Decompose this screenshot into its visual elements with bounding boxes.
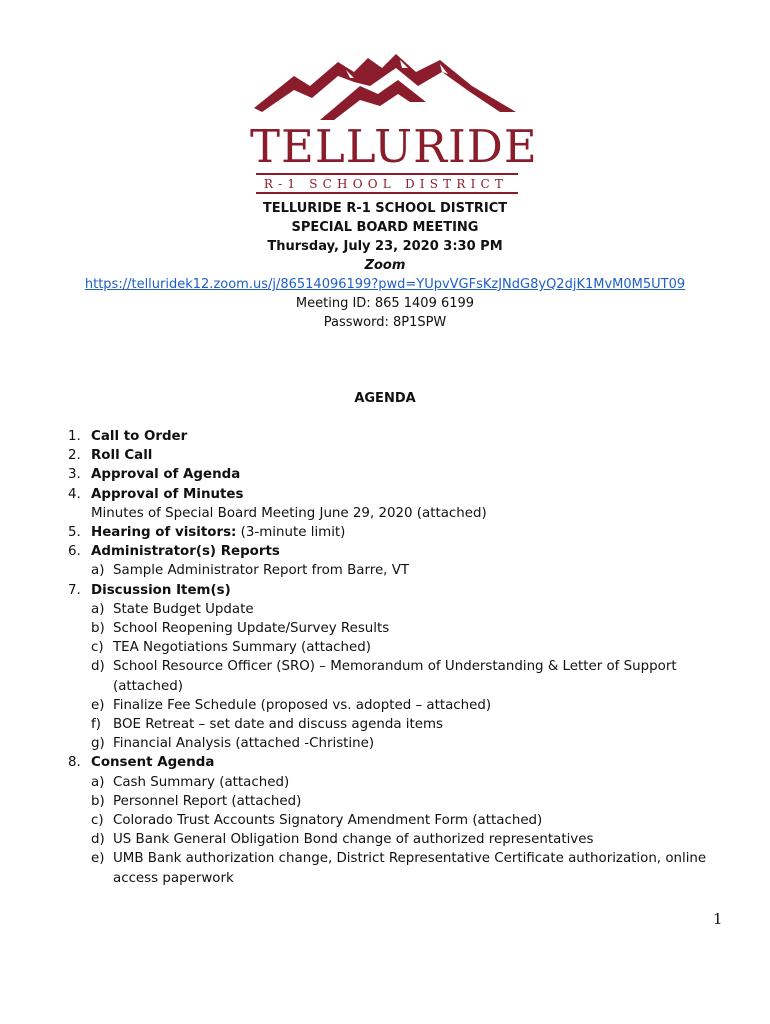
district-logo (250, 42, 538, 192)
agenda-subitem-letter: g) (91, 736, 105, 752)
agenda-subitem-letter: a) (91, 563, 105, 579)
agenda-subitem-letter: d) (91, 659, 105, 675)
agenda-subitem-letter: e) (91, 851, 105, 867)
meeting-datetime: Thursday, July 23, 2020 3:30 PM (267, 239, 503, 254)
agenda-item-title: Consent Agenda (91, 755, 215, 771)
agenda-subitem-letter: f) (91, 717, 101, 733)
meeting-type: SPECIAL BOARD MEETING (291, 220, 479, 235)
agenda-item-note: Minutes of Special Board Meeting June 29, 2020 (attached) (91, 505, 487, 521)
agenda-subitem (91, 657, 718, 695)
page-number: 1 (713, 910, 723, 928)
agenda-item-number: 7. (68, 582, 81, 598)
agenda-item-title: Approval of Agenda (91, 467, 241, 483)
agenda-item-number: 6. (68, 544, 81, 560)
agenda-subitem-text: Financial Analysis (attached -Christine) (113, 736, 375, 752)
agenda-item (68, 485, 718, 523)
agenda-subitem-text: BOE Retreat – set date and discuss agenda items (113, 717, 444, 733)
agenda-subitem (91, 811, 718, 830)
logo-divider-bottom (256, 192, 518, 194)
agenda-subitem-text: School Resource Officer (SRO) – Memorandum of Understanding & Letter of Support (attached) (113, 659, 677, 694)
agenda-subitem-letter: b) (91, 621, 105, 637)
agenda-subitem (91, 734, 718, 753)
agenda-subitem (91, 561, 718, 580)
agenda-subitem-text: UMB Bank authorization change, District Representative Certificate authorization, online access paperwork (113, 851, 707, 886)
meeting-platform: Zoom (364, 258, 406, 273)
agenda-subitem (91, 792, 718, 811)
agenda-subitem-text: TEA Negotiations Summary (attached) (113, 640, 371, 656)
agenda-item-suffix: (3-minute limit) (236, 525, 346, 541)
mountain-logo-icon (250, 42, 522, 122)
agenda-subitem-letter: d) (91, 832, 105, 848)
agenda-subitem (91, 638, 718, 657)
agenda-subitem (91, 600, 718, 619)
agenda-subitem-text: Finalize Fee Schedule (proposed vs. adopted – attached) (113, 697, 492, 713)
agenda-subitem-letter: c) (91, 813, 104, 829)
agenda-item-title: Discussion Item(s) (91, 582, 231, 598)
agenda-subitem (91, 830, 718, 849)
agenda-item-number: 8. (68, 755, 81, 771)
agenda-item-number: 3. (68, 467, 81, 483)
agenda-subitem (91, 773, 718, 792)
agenda-subitem-letter: a) (91, 601, 105, 617)
agenda-subitem-text: Colorado Trust Accounts Signatory Amendment Form (attached) (113, 813, 543, 829)
logo-subtitle: R-1 SCHOOL DISTRICT (263, 177, 509, 191)
meeting-id: Meeting ID: 865 1409 6199 (295, 296, 475, 311)
district-name: TELLURIDE R-1 SCHOOL DISTRICT (262, 201, 508, 216)
meeting-password: Password: 8P1SPW (323, 315, 447, 330)
agenda-item-number: 4. (68, 486, 81, 502)
agenda-item (68, 753, 718, 887)
agenda-subitem-text: US Bank General Obligation Bond change of authorized representatives (113, 832, 594, 848)
agenda-list (68, 427, 718, 888)
agenda-item (68, 542, 718, 580)
logo-wordmark: TELLURIDE (250, 120, 538, 173)
agenda-item-title: Roll Call (91, 448, 153, 464)
agenda-subitem (91, 696, 718, 715)
agenda-item-number: 1. (68, 429, 81, 444)
agenda-subitem (91, 715, 718, 734)
agenda-subitem-letter: e) (91, 697, 105, 713)
agenda-item-title: Approval of Minutes (91, 486, 244, 502)
agenda-item-title: Call to Order (91, 429, 188, 444)
agenda-item-number: 2. (68, 448, 81, 464)
agenda-subitem-letter: a) (91, 774, 105, 790)
agenda-item (68, 581, 718, 754)
agenda-subitem-text: Sample Administrator Report from Barre, VT (113, 563, 410, 579)
agenda-subitem-text: School Reopening Update/Survey Results (113, 621, 390, 637)
agenda-item (68, 523, 718, 542)
agenda-subitem-letter: c) (91, 640, 104, 656)
agenda-item-title: Hearing of visitors: (91, 525, 237, 541)
agenda-subitem-text: Personnel Report (attached) (113, 793, 302, 809)
agenda-subitem (91, 849, 718, 887)
agenda-subitem-text: State Budget Update (113, 601, 254, 617)
agenda-item-number: 5. (68, 525, 81, 541)
agenda-item-title: Administrator(s) Reports (91, 544, 280, 560)
agenda-item (68, 427, 718, 446)
agenda-heading: AGENDA (354, 391, 416, 406)
zoom-link[interactable]: https://telluridek12.zoom.us/j/86514096199?pwd=YUpvVGFsKzJNdG8yQ2djK1MvM0M5UT09 (84, 277, 686, 292)
logo-divider (256, 173, 518, 175)
agenda-item (68, 465, 718, 484)
meeting-header (0, 199, 770, 332)
agenda-item (68, 446, 718, 465)
agenda-subitem-text: Cash Summary (attached) (113, 774, 290, 790)
agenda-subitem-letter: b) (91, 793, 105, 809)
agenda-subitem (91, 619, 718, 638)
